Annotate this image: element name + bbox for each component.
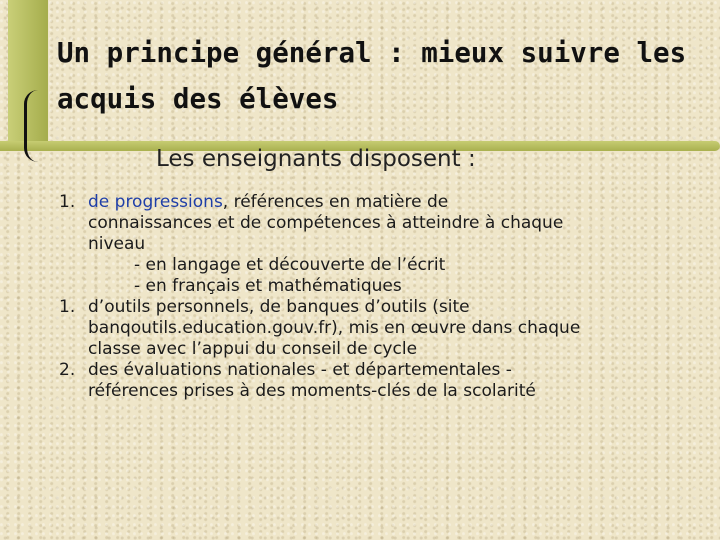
sub-list-item: - en langage et découverte de l’écrit bbox=[134, 255, 446, 275]
list-item-line: classe avec l’appui du conseil de cycle bbox=[88, 339, 418, 359]
list-item-line: connaissances et de compétences à atteindre à chaque bbox=[88, 213, 564, 233]
list-item bbox=[59, 360, 719, 402]
title-line-1: Un principe général : mieux suivre les bbox=[57, 37, 687, 69]
list-item-line: d’outils personnels, de banques d’outils (site bbox=[88, 297, 470, 317]
list-item-line: niveau bbox=[88, 234, 146, 254]
list-item bbox=[59, 297, 719, 360]
sub-list bbox=[59, 255, 719, 297]
slide-title bbox=[57, 30, 707, 122]
slide-body-list bbox=[59, 192, 719, 402]
list-item-number: 1. bbox=[59, 192, 76, 212]
slide-subtitle: Les enseignants disposent : bbox=[156, 146, 476, 172]
list-item-line: des évaluations nationales - et départementales - bbox=[88, 360, 512, 380]
title-line-2: acquis des élèves bbox=[57, 83, 339, 115]
list-item-line: références prises à des moments-clés de la scolarité bbox=[88, 381, 536, 401]
list-item bbox=[59, 192, 719, 255]
decorative-bracket-icon bbox=[24, 90, 39, 162]
progressions-link-text: de progressions bbox=[88, 192, 223, 212]
sub-list-item: - en français et mathématiques bbox=[134, 276, 402, 296]
list-item-number: 2. bbox=[59, 360, 76, 380]
list-item-number: 1. bbox=[59, 297, 76, 317]
list-item-line: de progressions, références en matière de bbox=[88, 192, 449, 212]
list-item-line: banqoutils.education.gouv.fr), mis en œuvre dans chaque bbox=[88, 318, 581, 338]
